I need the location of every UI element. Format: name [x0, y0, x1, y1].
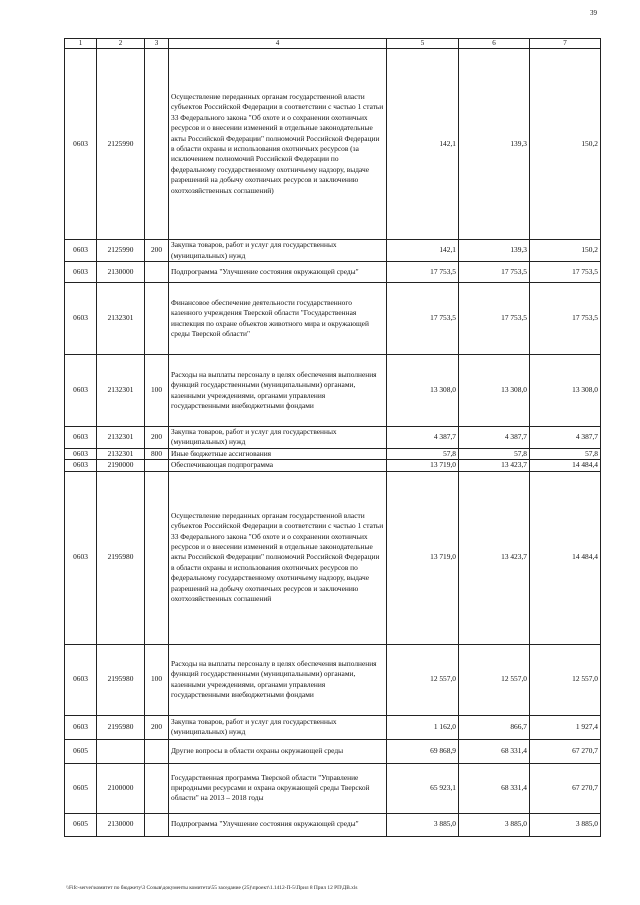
table-row [65, 283, 601, 355]
expense-type-cell: 200 [145, 715, 169, 739]
amount-col5-cell: 3 885,0 [387, 813, 459, 836]
item-name-cell: Закупка товаров, работ и услуг для государственных (муниципальных) нужд [169, 715, 387, 739]
table-row [65, 813, 601, 836]
item-name-cell: Иные бюджетные ассигнования [169, 448, 387, 459]
target-article-cell: 2125990 [97, 49, 145, 240]
amount-col5-cell: 1 162,0 [387, 715, 459, 739]
amount-col6-cell: 68 331,4 [459, 763, 530, 813]
expense-type-cell: 100 [145, 644, 169, 715]
expense-type-cell [145, 739, 169, 763]
razdel-cell: 0603 [65, 49, 97, 240]
header-cell-5: 5 [387, 39, 459, 49]
amount-col6-cell: 17 753,5 [459, 283, 530, 355]
razdel-cell: 0603 [65, 355, 97, 427]
amount-col5-cell: 17 753,5 [387, 283, 459, 355]
budget-table [64, 38, 601, 837]
target-article-cell: 2132301 [97, 448, 145, 459]
amount-col6-cell: 4 387,7 [459, 427, 530, 449]
item-name-cell: Осуществление переданных органам государственной власти субъектов Российской Федерации в соответствии с частью 1 статьи 33 Федерального закона "Об охоте и о сохранении охотничьих ресурсов и о внесении изменений в отдельные законодательные акты Российской Федерации" полномочий Российской Федерации в области охраны и использования охотничьих ресурсов по федеральному государственному охотничьему надзору, выдаче разрешений на добычу охотничьих ресурсов и заключению охотхозяйственных соглашений [169, 471, 387, 644]
table-row [65, 240, 601, 262]
amount-col5-cell: 142,1 [387, 49, 459, 240]
amount-col7-cell: 17 753,5 [530, 283, 601, 355]
item-name-cell: Финансовое обеспечение деятельности государственного казенного учреждения Тверской области "Государственная инспекция по охране объектов животного мира и окружающей среды Тверской области" [169, 283, 387, 355]
amount-col6-cell: 13 423,7 [459, 471, 530, 644]
expense-type-cell [145, 460, 169, 471]
razdel-cell: 0605 [65, 763, 97, 813]
target-article-cell: 2132301 [97, 283, 145, 355]
amount-col6-cell: 68 331,4 [459, 739, 530, 763]
amount-col6-cell: 866,7 [459, 715, 530, 739]
header-row [65, 39, 601, 49]
amount-col6-cell: 13 423,7 [459, 460, 530, 471]
amount-col5-cell: 13 719,0 [387, 471, 459, 644]
table-row [65, 49, 601, 240]
target-article-cell: 2190000 [97, 460, 145, 471]
amount-col7-cell: 4 387,7 [530, 427, 601, 449]
file-path-footer: \\Fifc-server\комитет по бюджету\3 Созыв\документы комитета\55 заседание (25)\проект\1.1412-П-5\Прил 8 Прил 12 РП\ДВ.xls [66, 885, 358, 891]
table-row [65, 262, 601, 283]
amount-col7-cell: 67 270,7 [530, 763, 601, 813]
item-name-cell: Осуществление переданных органам государственной власти субъектов Российской Федерации в соответствии с частью 1 статьи 33 Федерального закона "Об охоте и о сохранении охотничьих ресурсов и о внесении изменений в отдельные законодательные акты Российской Федерации" полномочий Российской Федерации в области охраны и использования охотничьих ресурсов (за исключением полномочий Российской Федерации по федеральному государственному охотничьему надзору, выдаче разрешений на добычу охотничьих ресурсов и заключению охотхозяйственных соглашений) [169, 49, 387, 240]
expense-type-cell: 200 [145, 427, 169, 449]
item-name-cell: Подпрограмма "Улучшение состояния окружающей среды" [169, 262, 387, 283]
amount-col7-cell: 17 753,5 [530, 262, 601, 283]
expense-type-cell: 800 [145, 448, 169, 459]
amount-col6-cell: 3 885,0 [459, 813, 530, 836]
razdel-cell: 0603 [65, 460, 97, 471]
budget-table-body [65, 39, 601, 837]
table-row [65, 427, 601, 449]
amount-col5-cell: 65 923,1 [387, 763, 459, 813]
target-article-cell [97, 739, 145, 763]
amount-col7-cell: 14 484,4 [530, 471, 601, 644]
amount-col6-cell: 57,8 [459, 448, 530, 459]
target-article-cell: 2195980 [97, 715, 145, 739]
amount-col7-cell: 12 557,0 [530, 644, 601, 715]
expense-type-cell [145, 283, 169, 355]
expense-type-cell: 100 [145, 355, 169, 427]
target-article-cell: 2125990 [97, 240, 145, 262]
amount-col6-cell: 17 753,5 [459, 262, 530, 283]
item-name-cell: Закупка товаров, работ и услуг для государственных (муниципальных) нужд [169, 240, 387, 262]
razdel-cell: 0603 [65, 471, 97, 644]
header-cell-3: 3 [145, 39, 169, 49]
expense-type-cell [145, 763, 169, 813]
item-name-cell: Закупка товаров, работ и услуг для государственных (муниципальных) нужд [169, 427, 387, 449]
razdel-cell: 0603 [65, 448, 97, 459]
amount-col7-cell: 3 885,0 [530, 813, 601, 836]
table-row [65, 448, 601, 459]
amount-col7-cell: 67 270,7 [530, 739, 601, 763]
target-article-cell: 2195980 [97, 471, 145, 644]
razdel-cell: 0603 [65, 715, 97, 739]
amount-col5-cell: 142,1 [387, 240, 459, 262]
expense-type-cell [145, 813, 169, 836]
target-article-cell: 2195980 [97, 644, 145, 715]
target-article-cell: 2130000 [97, 813, 145, 836]
item-name-cell: Другие вопросы в области охраны окружающей среды [169, 739, 387, 763]
razdel-cell: 0603 [65, 283, 97, 355]
expense-type-cell [145, 262, 169, 283]
razdel-cell: 0603 [65, 427, 97, 449]
target-article-cell: 2100000 [97, 763, 145, 813]
amount-col6-cell: 13 308,0 [459, 355, 530, 427]
razdel-cell: 0605 [65, 813, 97, 836]
target-article-cell: 2132301 [97, 427, 145, 449]
amount-col5-cell: 57,8 [387, 448, 459, 459]
page-number: 39 [590, 9, 597, 17]
amount-col6-cell: 12 557,0 [459, 644, 530, 715]
header-cell-4: 4 [169, 39, 387, 49]
razdel-cell: 0603 [65, 240, 97, 262]
header-cell-7: 7 [530, 39, 601, 49]
razdel-cell: 0605 [65, 739, 97, 763]
amount-col7-cell: 57,8 [530, 448, 601, 459]
table-row [65, 355, 601, 427]
amount-col7-cell: 150,2 [530, 240, 601, 262]
amount-col6-cell: 139,3 [459, 49, 530, 240]
table-row [65, 715, 601, 739]
table-row [65, 763, 601, 813]
expense-type-cell [145, 471, 169, 644]
item-name-cell: Обеспечивающая подпрограмма [169, 460, 387, 471]
amount-col7-cell: 1 927,4 [530, 715, 601, 739]
amount-col7-cell: 14 484,4 [530, 460, 601, 471]
amount-col5-cell: 17 753,5 [387, 262, 459, 283]
amount-col5-cell: 12 557,0 [387, 644, 459, 715]
target-article-cell: 2130000 [97, 262, 145, 283]
item-name-cell: Расходы на выплаты персоналу в целях обеспечения выполнения функций государственными (муниципальными) органами, казенными учреждениями, органами управления государственными внебюджетными фондами [169, 355, 387, 427]
expense-type-cell [145, 49, 169, 240]
table-row [65, 739, 601, 763]
amount-col7-cell: 150,2 [530, 49, 601, 240]
expense-type-cell: 200 [145, 240, 169, 262]
table-row [65, 460, 601, 471]
amount-col7-cell: 13 308,0 [530, 355, 601, 427]
amount-col5-cell: 4 387,7 [387, 427, 459, 449]
amount-col6-cell: 139,3 [459, 240, 530, 262]
razdel-cell: 0603 [65, 262, 97, 283]
target-article-cell: 2132301 [97, 355, 145, 427]
item-name-cell: Расходы на выплаты персоналу в целях обеспечения выполнения функций государственными (муниципальными) органами, казенными учреждениями, органами управления государственными внебюджетными фондами [169, 644, 387, 715]
item-name-cell: Подпрограмма "Улучшение состояния окружающей среды" [169, 813, 387, 836]
table-row [65, 644, 601, 715]
amount-col5-cell: 13 308,0 [387, 355, 459, 427]
amount-col5-cell: 69 868,9 [387, 739, 459, 763]
header-cell-6: 6 [459, 39, 530, 49]
amount-col5-cell: 13 719,0 [387, 460, 459, 471]
razdel-cell: 0603 [65, 644, 97, 715]
header-cell-1: 1 [65, 39, 97, 49]
item-name-cell: Государственная программа Тверской области "Управление природными ресурсами и охрана окружающей среды Тверской области" на 2013 – 2018 годы [169, 763, 387, 813]
header-cell-2: 2 [97, 39, 145, 49]
table-row [65, 471, 601, 644]
